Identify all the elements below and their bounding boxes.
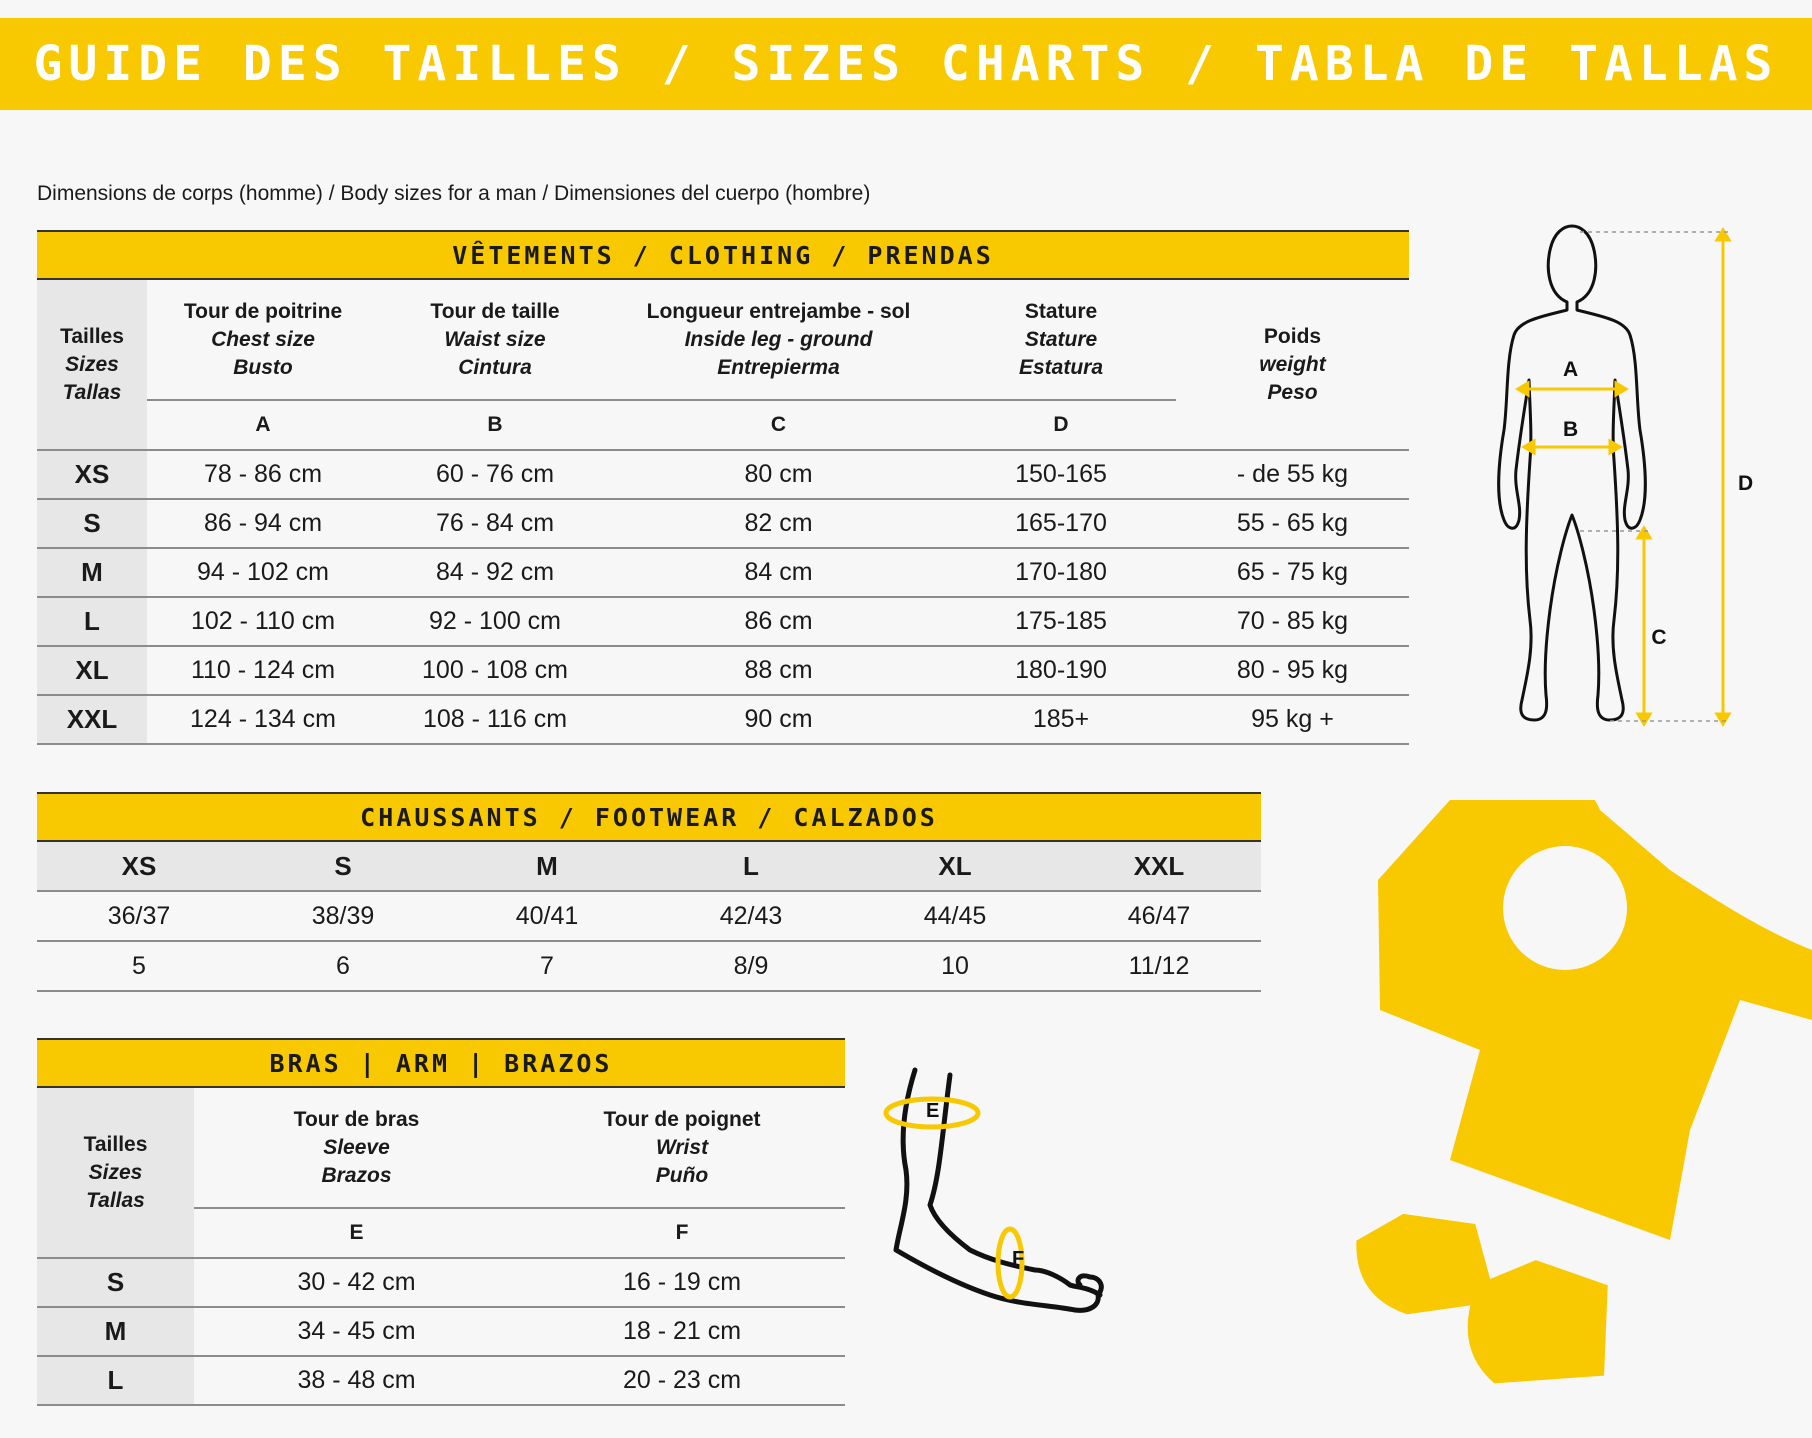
sleeve-cell: 38 - 48 cm: [194, 1356, 519, 1405]
body-measurement-figure: [1460, 220, 1760, 750]
table-row: [37, 891, 1261, 941]
stature-cell: 165-170: [946, 499, 1176, 548]
footwear-table-title: CHAUSSANTS / FOOTWEAR / CALZADOS: [37, 792, 1261, 842]
size-cell: S: [37, 499, 147, 548]
size-cell: S: [37, 1258, 194, 1307]
chest-cell: 124 - 134 cm: [147, 695, 379, 744]
size-cell: M: [37, 548, 147, 597]
table-row: [37, 499, 1409, 548]
sleeve-cell: 34 - 45 cm: [194, 1307, 519, 1356]
wrist-cell: 20 - 23 cm: [519, 1356, 845, 1405]
size-cell: XXL: [37, 695, 147, 744]
column-header-wrist: Tour de poignet Wrist Puño: [603, 1107, 761, 1187]
figure-label-c: C: [1651, 626, 1667, 649]
size-column-header: Tailles Sizes Tallas: [37, 280, 147, 450]
size-cell: M: [37, 1307, 194, 1356]
eu-size-cell: 38/39: [241, 891, 445, 941]
clothing-table: [37, 230, 1409, 745]
column-header-inside-leg: Longueur entrejambe - sol Inside leg - ground Entrepierma: [646, 299, 911, 379]
figure-label-a: A: [1563, 358, 1579, 381]
measure-letter-b: B: [379, 400, 611, 450]
weight-cell: 80 - 95 kg: [1176, 646, 1409, 695]
measure-arrows: [1518, 230, 1729, 724]
column-header-stature: Stature Stature Estatura: [1018, 299, 1104, 379]
stature-cell: 185+: [946, 695, 1176, 744]
measure-letter-d: D: [946, 400, 1176, 450]
stature-cell: 170-180: [946, 548, 1176, 597]
eu-size-cell: 36/37: [37, 891, 241, 941]
inside-leg-cell: 88 cm: [611, 646, 946, 695]
weight-cell: 65 - 75 kg: [1176, 548, 1409, 597]
size-cell: L: [37, 1356, 194, 1405]
column-header-waist: Tour de taille Waist size Cintura: [430, 299, 560, 379]
figure-label-b: B: [1563, 418, 1579, 441]
weight-cell: - de 55 kg: [1176, 450, 1409, 499]
figure-label-e: E: [926, 1100, 940, 1122]
body-outline-icon: [1499, 226, 1646, 720]
table-row: [37, 548, 1409, 597]
size-cell: XL: [37, 646, 147, 695]
page-title: GUIDE DES TAILLES / SIZES CHARTS / TABLA DE TALLAS: [33, 36, 1779, 92]
eu-size-cell: 42/43: [649, 891, 853, 941]
footwear-size-header: L: [649, 842, 853, 891]
chest-cell: 86 - 94 cm: [147, 499, 379, 548]
arm-measurement-figure: [870, 1055, 1160, 1325]
measure-letter-e: E: [194, 1208, 519, 1258]
weight-cell: 55 - 65 kg: [1176, 499, 1409, 548]
inside-leg-cell: 80 cm: [611, 450, 946, 499]
footwear-size-header: M: [445, 842, 649, 891]
wrist-cell: 16 - 19 cm: [519, 1258, 845, 1307]
inside-leg-cell: 86 cm: [611, 597, 946, 646]
us-size-cell: 8/9: [649, 941, 853, 991]
stature-cell: 150-165: [946, 450, 1176, 499]
inside-leg-cell: 84 cm: [611, 548, 946, 597]
footwear-table: [37, 792, 1261, 992]
size-cell: XS: [37, 450, 147, 499]
us-size-cell: 5: [37, 941, 241, 991]
chest-cell: 78 - 86 cm: [147, 450, 379, 499]
table-row: [37, 1356, 845, 1405]
chest-cell: 102 - 110 cm: [147, 597, 379, 646]
measure-letter-a: A: [147, 400, 379, 450]
chest-cell: 94 - 102 cm: [147, 548, 379, 597]
sleeve-cell: 30 - 42 cm: [194, 1258, 519, 1307]
waist-cell: 76 - 84 cm: [379, 499, 611, 548]
column-header-sleeve: Tour de bras Sleeve Brazos: [293, 1107, 420, 1187]
weight-cell: 95 kg +: [1176, 695, 1409, 744]
table-row: [37, 450, 1409, 499]
table-row: [37, 941, 1261, 991]
waist-cell: 100 - 108 cm: [379, 646, 611, 695]
measure-letter-c: C: [611, 400, 946, 450]
weight-cell: 70 - 85 kg: [1176, 597, 1409, 646]
eu-size-cell: 40/41: [445, 891, 649, 941]
us-size-cell: 6: [241, 941, 445, 991]
page-subtitle: Dimensions de corps (homme) / Body sizes for a man / Dimensiones del cuerpo (hombre): [37, 182, 871, 205]
waist-cell: 60 - 76 cm: [379, 450, 611, 499]
us-size-cell: 10: [853, 941, 1057, 991]
footwear-size-header: XS: [37, 842, 241, 891]
waist-cell: 84 - 92 cm: [379, 548, 611, 597]
waist-cell: 108 - 116 cm: [379, 695, 611, 744]
eu-size-cell: 44/45: [853, 891, 1057, 941]
measure-letter-f: F: [519, 1208, 845, 1258]
inside-leg-cell: 82 cm: [611, 499, 946, 548]
page-banner: [0, 18, 1812, 110]
column-header-chest: Tour de poitrine Chest size Busto: [183, 299, 343, 379]
footwear-size-header: S: [241, 842, 445, 891]
table-row: [37, 1258, 845, 1307]
size-cell: L: [37, 597, 147, 646]
footwear-size-header: XL: [853, 842, 1057, 891]
stature-cell: 175-185: [946, 597, 1176, 646]
footwear-size-header: XXL: [1057, 842, 1261, 891]
waist-cell: 92 - 100 cm: [379, 597, 611, 646]
size-column-header: Tailles Sizes Tallas: [37, 1088, 194, 1258]
column-header-weight: Poids weight Peso: [1259, 324, 1326, 404]
us-size-cell: 11/12: [1057, 941, 1261, 991]
mascot-head-hole: [1503, 846, 1627, 970]
arm-table: [37, 1038, 845, 1406]
figure-label-f: F: [1012, 1248, 1025, 1270]
us-size-cell: 7: [445, 941, 649, 991]
clothing-table-title: VÊTEMENTS / CLOTHING / PRENDAS: [37, 230, 1409, 280]
table-row: [37, 597, 1409, 646]
stature-cell: 180-190: [946, 646, 1176, 695]
table-row: [37, 646, 1409, 695]
eu-size-cell: 46/47: [1057, 891, 1261, 941]
arm-table-title: BRAS | ARM | BRAZOS: [37, 1038, 845, 1088]
wrist-cell: 18 - 21 cm: [519, 1307, 845, 1356]
table-row: [37, 695, 1409, 744]
mascot-silhouette-icon: [1340, 800, 1812, 1438]
table-row: [37, 1307, 845, 1356]
chest-cell: 110 - 124 cm: [147, 646, 379, 695]
inside-leg-cell: 90 cm: [611, 695, 946, 744]
figure-label-d: D: [1738, 472, 1754, 495]
